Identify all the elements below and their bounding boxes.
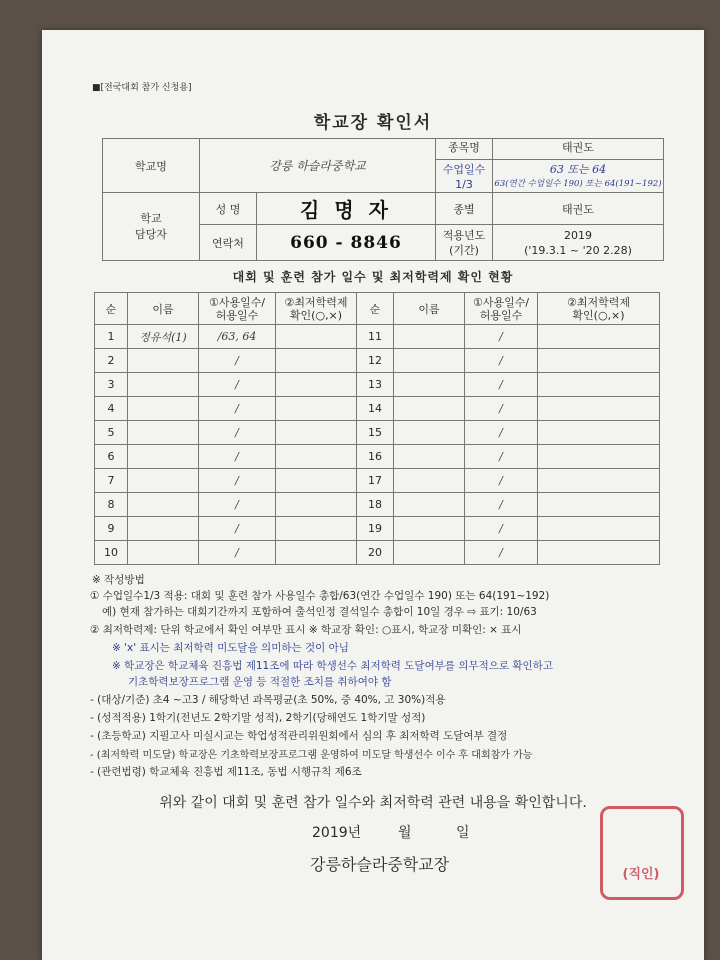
school-label: 학교명 xyxy=(103,139,200,193)
row-name-2 xyxy=(394,325,465,349)
document-title: 학교장 확인서 xyxy=(313,113,433,133)
row-no: 6 xyxy=(95,445,128,469)
row-days: / xyxy=(199,397,276,421)
row-no: 1 xyxy=(95,325,128,349)
row-name xyxy=(128,469,199,493)
official-seal xyxy=(600,806,684,900)
row-no-2: 13 xyxy=(357,373,394,397)
year-value xyxy=(493,225,664,261)
date-year: 2019년 xyxy=(312,825,362,841)
row-check xyxy=(276,349,357,373)
row-no-2: 12 xyxy=(357,349,394,373)
sport-label: 종별 xyxy=(436,193,493,225)
teacher-label-line2: 담당자 xyxy=(135,227,167,241)
row-check-2 xyxy=(538,517,660,541)
row-days: / xyxy=(199,373,276,397)
table-row xyxy=(95,469,660,493)
row-days-2: / xyxy=(465,421,538,445)
table-row xyxy=(95,517,660,541)
row-days: / xyxy=(199,493,276,517)
info-table xyxy=(102,138,664,261)
row-days-2: / xyxy=(465,493,538,517)
row-no-2: 19 xyxy=(357,517,394,541)
row-check xyxy=(276,541,357,565)
sport-value: 태권도 xyxy=(493,193,664,225)
event-and-days-labels xyxy=(436,139,493,193)
row-check-2 xyxy=(538,397,660,421)
date-day: 일 xyxy=(456,825,470,841)
row-check-2 xyxy=(538,541,660,565)
note-1a: ① 수업일수1/3 적용: 대회 및 훈련 참가 사용일수 총합/63(연간 수업일수 190) 또는 64(191~192) xyxy=(90,590,550,602)
col-header-name: 이름 xyxy=(128,293,199,325)
note-4b: 기초학력보장프로그램 운영 등 적절한 조치를 취하여야 함 xyxy=(128,676,392,688)
row-no: 3 xyxy=(95,373,128,397)
row-check-2 xyxy=(538,469,660,493)
row-days-2: / xyxy=(465,541,538,565)
event-and-days-values xyxy=(493,139,664,193)
document-page xyxy=(42,30,704,960)
row-days: / xyxy=(199,469,276,493)
row-check xyxy=(276,325,357,349)
row-no-2: 11 xyxy=(357,325,394,349)
detail-3: - (초등학교) 지필고사 미실시교는 학업성적관리위원회에서 심의 후 최저학력 도달여부 결정 xyxy=(90,730,508,742)
col-header-days-2: ①사용일수/ 허용일수 xyxy=(465,293,538,325)
row-name-2 xyxy=(394,397,465,421)
row-check-2 xyxy=(538,325,660,349)
row-no: 10 xyxy=(95,541,128,565)
row-days: / xyxy=(199,349,276,373)
row-name-2 xyxy=(394,517,465,541)
seal-note: (직인) xyxy=(622,867,660,882)
row-no-2: 16 xyxy=(357,445,394,469)
row-no-2: 17 xyxy=(357,469,394,493)
row-no: 5 xyxy=(95,421,128,445)
row-check xyxy=(276,493,357,517)
row-days-2: / xyxy=(465,349,538,373)
table-row xyxy=(95,445,660,469)
year-label-line2: (기간) xyxy=(449,243,479,257)
year-label xyxy=(436,225,493,261)
row-no: 4 xyxy=(95,397,128,421)
days-value-line2: 63(연간 수업일수 190) 또는 64(191~192) xyxy=(494,178,662,189)
col-header-check: ②최저학력제 확인(○,×) xyxy=(276,293,357,325)
row-name-2 xyxy=(394,421,465,445)
notes-heading: ※ 작성방법 xyxy=(92,574,145,586)
year-value-line2: ('19.3.1 ~ '20 2.28) xyxy=(524,243,632,257)
row-check xyxy=(276,421,357,445)
row-name xyxy=(128,373,199,397)
name-label: 성 명 xyxy=(200,193,257,225)
table-row xyxy=(95,541,660,565)
row-name xyxy=(128,541,199,565)
detail-1: - (대상/기준) 초4 ~고3 / 해당학년 과목평균(초 50%, 중 40%, 고 30%)적용 xyxy=(90,694,446,706)
note-2: ② 최저학력제: 단위 학교에서 확인 여부만 표시 ※ 학교장 확인: ○표시, 학교장 미확인: × 표시 xyxy=(90,624,522,636)
row-days-2: / xyxy=(465,469,538,493)
row-name-2 xyxy=(394,445,465,469)
row-days-2: / xyxy=(465,325,538,349)
row-name xyxy=(128,445,199,469)
row-name-2 xyxy=(394,493,465,517)
row-no-2: 20 xyxy=(357,541,394,565)
row-check-2 xyxy=(538,373,660,397)
note-1b: 예) 현재 참가하는 대회기간까지 포함하여 출석인정 결석일수 총합이 10일 경우 ⇨ 표기: 10/63 xyxy=(102,606,537,618)
name-value: 김 명 자 xyxy=(257,193,436,225)
row-days-2: / xyxy=(465,397,538,421)
col-header-check-2: ②최저학력제 확인(○,×) xyxy=(538,293,660,325)
row-check xyxy=(276,517,357,541)
form-type-tag: ■[전국대회 참가 신청용] xyxy=(92,83,192,93)
row-check-2 xyxy=(538,445,660,469)
year-label-line1: 적용년도 xyxy=(442,228,486,242)
note-4a: ※ 학교장은 학교체육 진흥법 제11조에 따라 학생선수 최저학력 도달여부를 의무적으로 확인하고 xyxy=(112,660,553,672)
row-days: / xyxy=(199,517,276,541)
year-value-line1: 2019 xyxy=(564,228,592,242)
row-name: 정유석(1) xyxy=(128,325,199,349)
row-no-2: 14 xyxy=(357,397,394,421)
row-name xyxy=(128,493,199,517)
participation-table xyxy=(94,292,660,565)
status-section-title: 대회 및 훈련 참가 일수 및 최저학력제 확인 현황 xyxy=(232,270,514,284)
table-row xyxy=(95,493,660,517)
row-name-2 xyxy=(394,349,465,373)
row-name xyxy=(128,397,199,421)
table-row xyxy=(95,325,660,349)
row-check-2 xyxy=(538,493,660,517)
row-no: 2 xyxy=(95,349,128,373)
table-header-row xyxy=(95,293,660,325)
row-name xyxy=(128,421,199,445)
days-value-line1: 63 또는 64 xyxy=(549,162,607,176)
table-row xyxy=(95,373,660,397)
detail-4: - (최저학력 미도달) 학교장은 기초학력보장프로그램 운영하여 미도달 학생선수 이수 후 대회참가 가능 xyxy=(90,750,533,761)
row-days-2: / xyxy=(465,517,538,541)
event-value: 태권도 xyxy=(562,140,594,154)
col-header-days: ①사용일수/ 허용일수 xyxy=(199,293,276,325)
row-days-2: / xyxy=(465,373,538,397)
row-days-2: / xyxy=(465,445,538,469)
contact-label: 연락처 xyxy=(200,225,257,261)
row-days: /63, 64 xyxy=(199,325,276,349)
row-check-2 xyxy=(538,421,660,445)
teacher-label-line1: 학교 xyxy=(140,211,162,225)
row-days: / xyxy=(199,445,276,469)
signer-name: 강릉하슬라중학교장 xyxy=(310,855,450,874)
table-row xyxy=(95,397,660,421)
days-label-line2: 1/3 xyxy=(455,177,473,191)
row-days: / xyxy=(199,541,276,565)
row-no-2: 18 xyxy=(357,493,394,517)
confirmation-statement: 위와 같이 대회 및 훈련 참가 일수와 최저학력 관련 내용을 확인합니다. xyxy=(159,795,587,811)
col-header-name-2: 이름 xyxy=(394,293,465,325)
col-header-no-2: 순 xyxy=(357,293,394,325)
row-check xyxy=(276,397,357,421)
row-name-2 xyxy=(394,373,465,397)
table-row xyxy=(95,421,660,445)
row-check-2 xyxy=(538,349,660,373)
row-name-2 xyxy=(394,469,465,493)
row-name xyxy=(128,349,199,373)
row-check xyxy=(276,373,357,397)
col-header-no: 순 xyxy=(95,293,128,325)
row-name-2 xyxy=(394,541,465,565)
row-check xyxy=(276,469,357,493)
detail-2: - (성적적용) 1학기(전년도 2학기말 성적), 2학기(당해연도 1학기말 성적) xyxy=(90,712,426,724)
row-no: 7 xyxy=(95,469,128,493)
row-no: 8 xyxy=(95,493,128,517)
row-no: 9 xyxy=(95,517,128,541)
event-label: 종목명 xyxy=(448,140,480,154)
row-days: / xyxy=(199,421,276,445)
row-no-2: 15 xyxy=(357,421,394,445)
teacher-label xyxy=(103,193,200,261)
row-check xyxy=(276,445,357,469)
row-name xyxy=(128,517,199,541)
note-3: ※ 'x' 표시는 최저학력 미도달을 의미하는 것이 아님 xyxy=(112,642,349,654)
contact-value: 660 - 8846 xyxy=(257,225,436,261)
days-label-line1: 수업일수 xyxy=(442,162,486,176)
table-row xyxy=(95,349,660,373)
detail-5: - (관련법령) 학교체육 진흥법 제11조, 동법 시행규칙 제6조 xyxy=(90,766,362,778)
date-month: 월 xyxy=(398,825,412,841)
school-value: 강릉 하슬라중학교 xyxy=(200,139,436,193)
